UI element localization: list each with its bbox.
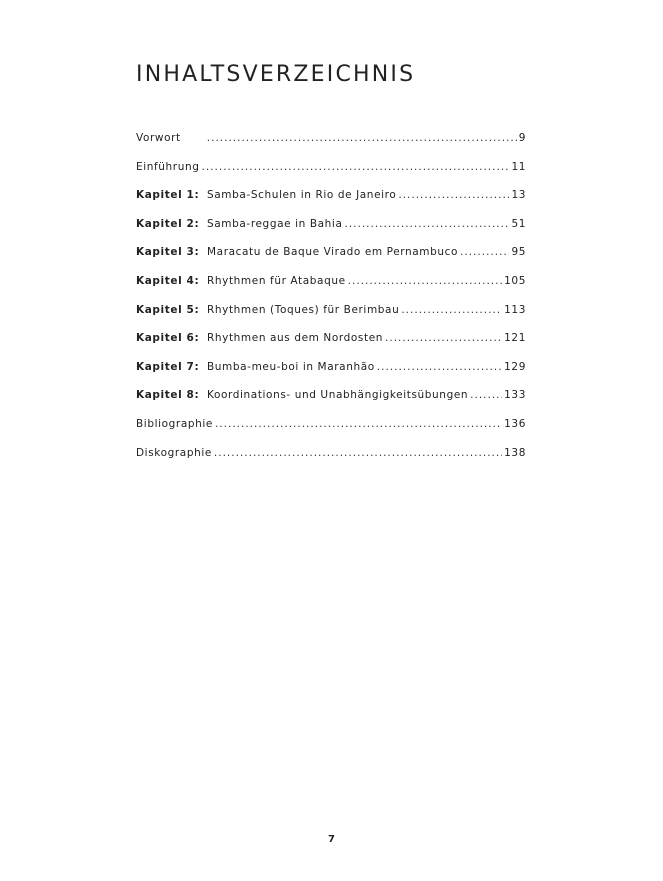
toc-entry-label: Rhythmen für Atabaque — [207, 274, 346, 287]
toc-entry-kapitel-6 — [136, 332, 526, 361]
toc-entry-label: Bumba-meu-boi in Maranhão — [207, 360, 375, 373]
page-title: INHALTSVERZEICHNIS — [136, 62, 416, 87]
toc-entry-label: Rhythmen aus dem Nordosten — [207, 332, 384, 345]
dot-leader — [344, 218, 509, 230]
dot-leader — [214, 447, 502, 459]
toc-entry-label: Einführung — [136, 160, 200, 173]
toc-entry-kapitel-7 — [136, 361, 526, 390]
dot-leader — [398, 189, 509, 201]
toc-entry-kapitel-1 — [136, 189, 526, 218]
table-of-contents — [136, 132, 526, 475]
toc-chapter-number: Kapitel 1: — [136, 189, 200, 202]
dot-leader — [401, 304, 502, 316]
toc-entry-page: 95 — [511, 246, 526, 259]
toc-entry-page: 136 — [504, 417, 526, 430]
toc-chapter-number: Kapitel 4: — [136, 274, 200, 287]
toc-chapter-number: Kapitel 3: — [136, 246, 200, 259]
toc-entry-page: 11 — [511, 160, 526, 173]
toc-entry-label: Rhythmen (Toques) für Berimbau — [207, 303, 400, 316]
toc-entry-page: 51 — [511, 217, 526, 230]
toc-chapter-number: Kapitel 6: — [136, 332, 200, 345]
toc-entry-page: 129 — [504, 360, 526, 373]
toc-entry-label: Vorwort — [136, 132, 181, 144]
toc-entry-label: Maracatu de Baque Virado em Pernambuco — [207, 246, 459, 259]
toc-chapter-number: Kapitel 2: — [136, 217, 200, 230]
toc-entry-page: 105 — [504, 274, 526, 287]
toc-chapter-number: Kapitel 8: — [136, 389, 200, 402]
toc-chapter-number: Kapitel 5: — [136, 303, 200, 316]
toc-entry-kapitel-4 — [136, 275, 526, 304]
toc-entry-kapitel-8 — [136, 389, 526, 418]
dot-leader — [202, 161, 510, 173]
toc-entry-label: Koordinations- und Unabhängigkeitsübungen — [207, 389, 469, 402]
toc-entry-kapitel-5 — [136, 304, 526, 333]
toc-entry-vorwort — [136, 132, 526, 161]
toc-entry-label: Diskographie — [136, 446, 212, 459]
toc-entry-label: Samba-reggae in Bahia — [207, 217, 343, 230]
dot-leader — [385, 332, 502, 344]
toc-entry-bibliographie — [136, 418, 526, 447]
toc-entry-label: Bibliographie — [136, 417, 213, 430]
toc-entry-einfuehrung — [136, 161, 526, 190]
dot-leader — [470, 389, 502, 401]
dot-leader — [215, 418, 502, 430]
toc-entry-diskographie — [136, 447, 526, 476]
toc-entry-kapitel-3 — [136, 246, 526, 275]
toc-entry-page: 133 — [504, 389, 526, 402]
dot-leader — [377, 361, 502, 373]
toc-chapter-number: Kapitel 7: — [136, 360, 200, 373]
toc-entry-page: 13 — [511, 189, 526, 202]
dot-leader — [460, 246, 509, 258]
toc-entry-page: 9 — [518, 132, 526, 144]
toc-entry-label: Samba-Schulen in Rio de Janeiro — [207, 189, 397, 202]
toc-entry-page: 113 — [504, 303, 526, 316]
toc-entry-page: 121 — [504, 332, 526, 345]
toc-entry-kapitel-2 — [136, 218, 526, 247]
page-number: 7 — [328, 834, 335, 845]
dot-leader — [207, 132, 517, 144]
toc-entry-page: 138 — [504, 446, 526, 459]
dot-leader — [348, 275, 503, 287]
